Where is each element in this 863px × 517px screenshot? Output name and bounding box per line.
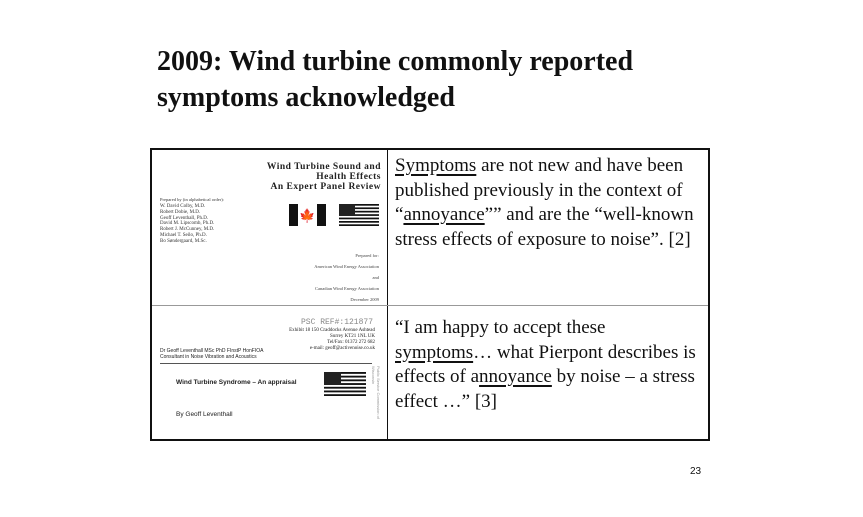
author: Robert Dobie, M.D.: [160, 209, 201, 215]
underlined-annoyance: annoyance: [403, 204, 485, 225]
report-title-line1: Wind Turbine Sound and: [266, 162, 381, 172]
quote1-text-a: are not new and have been published previously in the context of “: [395, 155, 684, 225]
author-name: Dr Geoff Leventhall MSc PhD FInstP HonFIOA: [160, 348, 264, 354]
content-table: [150, 148, 710, 441]
slide-title-line2: symptoms acknowledged: [157, 82, 455, 113]
report-title-line2: Health Effects: [316, 172, 381, 182]
address-line: Surrey KT21 1NL UK: [330, 334, 375, 339]
psc-stamp: Public Service Commission of Wisconsin: [371, 366, 381, 419]
author: W. David Colby, M.D.: [160, 204, 206, 209]
report-title-line3: An Expert Panel Review: [270, 182, 381, 192]
author-role: Consultant in Noise Vibration and Acoustics: [160, 354, 257, 360]
expert-panel-report-thumbnail: [152, 150, 387, 305]
page-number: 23: [690, 466, 702, 477]
org-and: and: [372, 275, 379, 280]
header-rule: [160, 363, 372, 364]
prepared-for-label: Prepared for:: [355, 253, 379, 258]
author: David M. Lipscomb, Ph.D.: [160, 221, 215, 227]
report-date: December 2009: [350, 297, 379, 302]
quote1-text-b: ”” and are the “well-known stress effects of exposure to noise”. [2]: [395, 204, 694, 250]
appraisal-byline: By Geoff Leventhall: [176, 411, 233, 418]
author: Bo Søndergaard, M.Sc.: [160, 238, 207, 244]
author: Robert J. McCunney, M.D.: [160, 227, 215, 233]
quote-symptoms-not-new: [395, 154, 707, 252]
us-flag-icon: [324, 372, 366, 396]
quote2-text-a: “I am happy to accept these: [395, 317, 606, 338]
underlined-symptoms: Symptoms: [395, 155, 477, 176]
exhibit-label: Exhibit 18 150 Craddocks Avenue Ashtead: [289, 328, 375, 333]
psc-reference: PSC REF#:121877: [300, 318, 373, 327]
prepared-for-block: [314, 250, 379, 305]
appraisal-title: Wind Turbine Syndrome – An appraisal: [176, 379, 297, 386]
quote2-text-b: … what Pierpont describes is effects of a: [395, 341, 696, 387]
author: Geoff Leventhall, Ph.D.: [160, 215, 209, 221]
exhibit-address: [289, 328, 375, 352]
canadian-flag-icon: 🍁: [289, 204, 326, 226]
author-list: [160, 204, 214, 245]
column-divider: [387, 150, 388, 439]
quote2-text-c: by noise – a stress effect …” [3]: [395, 366, 695, 412]
underlined-annoyance: nnoyance: [479, 366, 552, 387]
slide-title: [157, 44, 797, 116]
address-line: e-mail: geoff@activenoise.co.uk: [309, 346, 375, 351]
report-title: [267, 162, 381, 192]
org-awea: American Wind Energy Association: [314, 264, 379, 269]
author: Michael T. Seilo, Ph.D.: [160, 232, 207, 238]
author-credentials: [160, 348, 263, 360]
address-line: Tel/Fax: 01372 272 682: [327, 340, 375, 345]
quote-happy-to-accept: [395, 316, 707, 414]
us-flag-icon: [339, 204, 379, 226]
prepared-by-order: Prepared by (in alphabetical order):: [160, 197, 224, 202]
underlined-symptoms: symptoms: [395, 341, 474, 363]
slide-title-line1: 2009: Wind turbine commonly reported: [157, 46, 634, 77]
leventhall-appraisal-thumbnail: [152, 306, 387, 441]
org-canwea: Canadian Wind Energy Association: [314, 286, 379, 291]
